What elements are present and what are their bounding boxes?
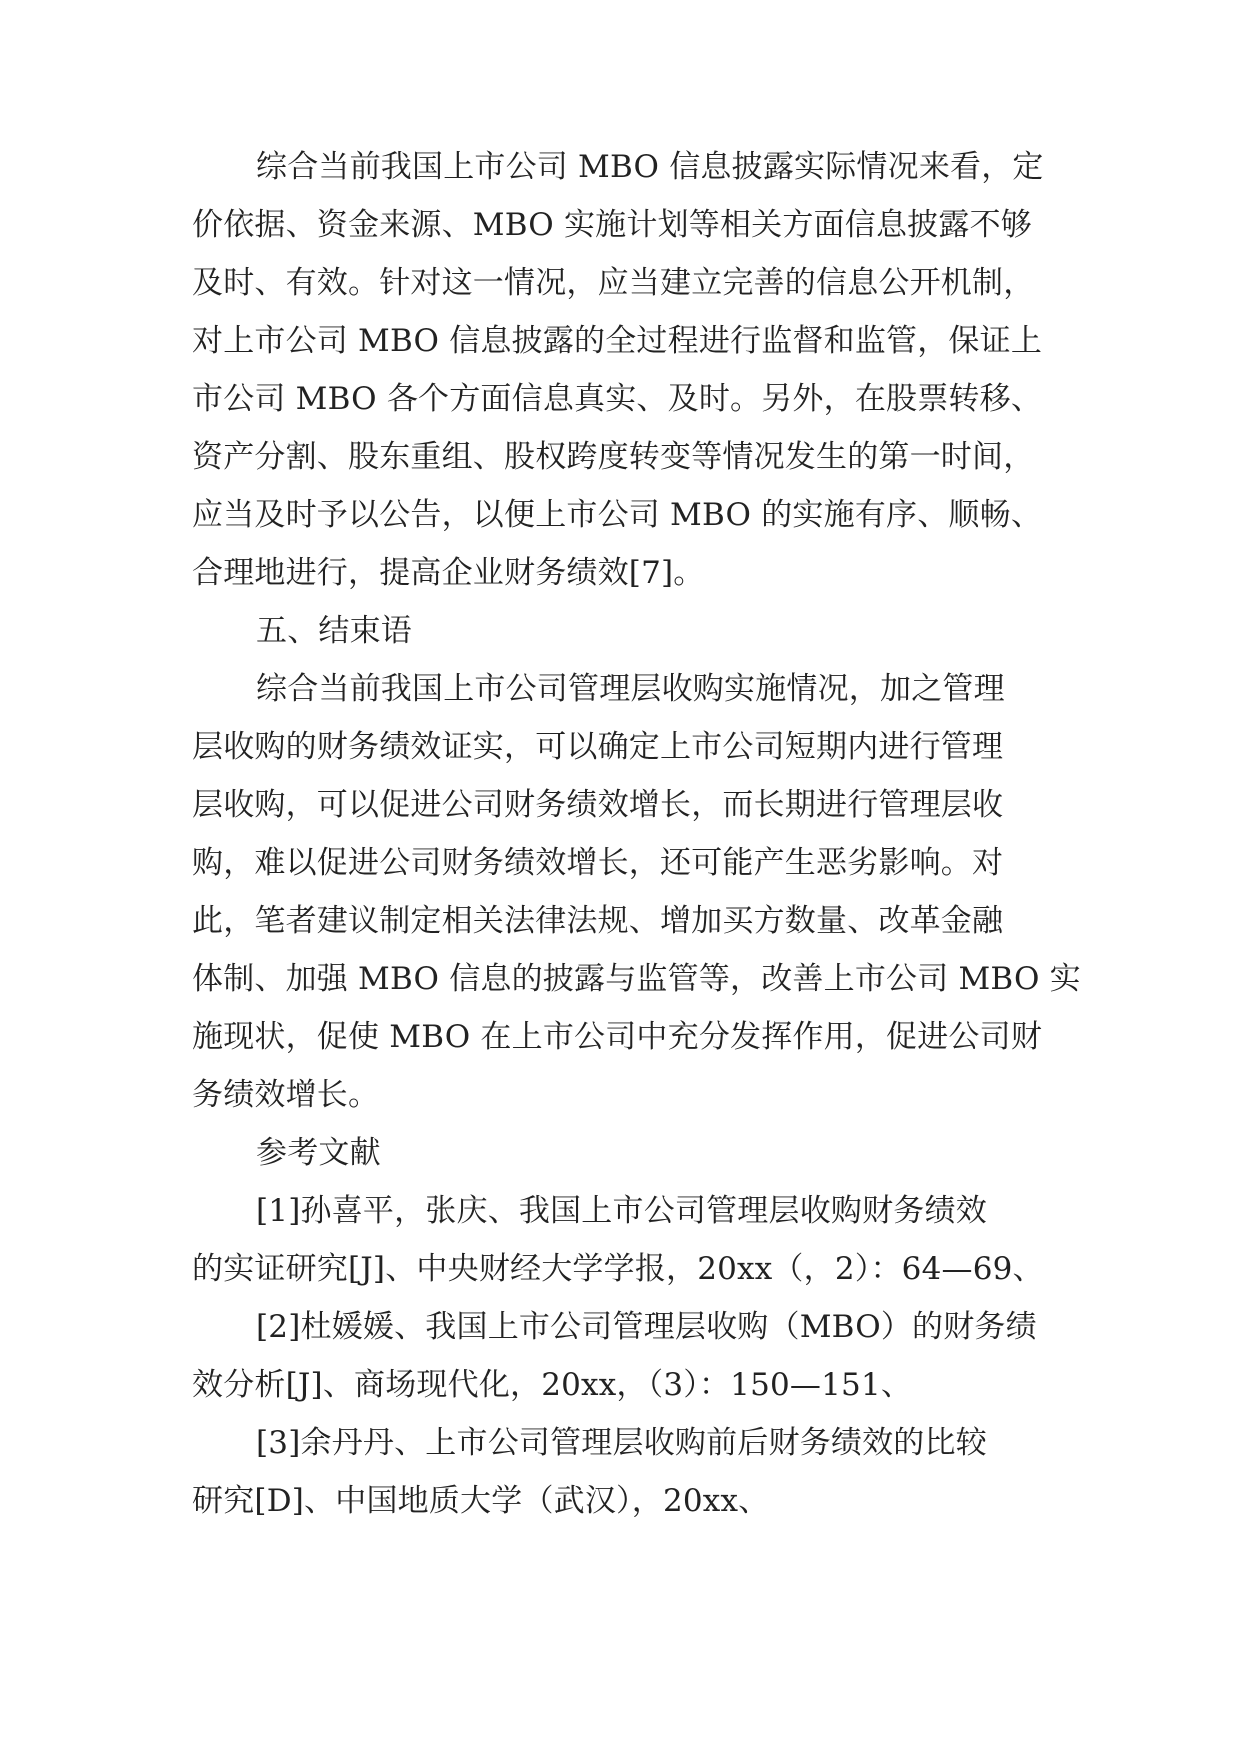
paragraph-conclusion-line-4: 购，难以促进公司财务绩效增长，还可能产生恶劣影响。对 bbox=[192, 845, 1004, 881]
section-heading-conclusion: 五、结束语 bbox=[256, 613, 412, 649]
reference-3-line-1: [3]余丹丹、上市公司管理层收购前后财务绩效的比较 bbox=[256, 1425, 987, 1461]
paragraph-mbo-disclosure-line-6: 资产分割、股东重组、股权跨度转变等情况发生的第一时间， bbox=[192, 439, 1035, 475]
paragraph-mbo-disclosure-line-7: 应当及时予以公告，以便上市公司 MBO 的实施有序、顺畅、 bbox=[192, 497, 1043, 533]
paragraph-mbo-disclosure-line-1: 综合当前我国上市公司 MBO 信息披露实际情况来看，定 bbox=[256, 149, 1044, 185]
reference-1-line-2: 的实证研究[J]、中央财经大学学报，20xx（，2）：64—69、 bbox=[192, 1251, 1044, 1287]
reference-2-line-2: 效分析[J]、商场现代化，20xx，（3）：150—151、 bbox=[192, 1367, 913, 1403]
reference-3-line-2: 研究[D]、中国地质大学（武汉），20xx、 bbox=[192, 1483, 770, 1519]
paragraph-conclusion-line-2: 层收购的财务绩效证实，可以确定上市公司短期内进行管理 bbox=[192, 729, 1004, 765]
references-heading: 参考文献 bbox=[256, 1135, 381, 1171]
paragraph-conclusion-line-3: 层收购，可以促进公司财务绩效增长，而长期进行管理层收 bbox=[192, 787, 1004, 823]
reference-2-line-1: [2]杜媛媛、我国上市公司管理层收购（MBO）的财务绩 bbox=[256, 1309, 1037, 1345]
paragraph-conclusion-line-5: 此，笔者建议制定相关法律法规、增加买方数量、改革金融 bbox=[192, 903, 1004, 939]
paragraph-conclusion-line-6: 体制、加强 MBO 信息的披露与监管等，改善上市公司 MBO 实 bbox=[192, 961, 1081, 997]
paragraph-conclusion-line-8: 务绩效增长。 bbox=[192, 1077, 380, 1113]
reference-1-line-1: [1]孙喜平，张庆、我国上市公司管理层收购财务绩效 bbox=[256, 1193, 987, 1229]
paragraph-conclusion-line-7: 施现状，促使 MBO 在上市公司中充分发挥作用，促进公司财 bbox=[192, 1019, 1043, 1055]
paragraph-conclusion-line-1: 综合当前我国上市公司管理层收购实施情况，加之管理 bbox=[256, 671, 1005, 707]
paragraph-mbo-disclosure-line-8: 合理地进行，提高企业财务绩效[7]。 bbox=[192, 555, 705, 591]
paragraph-mbo-disclosure-line-2: 价依据、资金来源、MBO 实施计划等相关方面信息披露不够 bbox=[192, 207, 1032, 243]
paragraph-mbo-disclosure-line-5: 市公司 MBO 各个方面信息真实、及时。另外，在股票转移、 bbox=[192, 381, 1043, 417]
paragraph-mbo-disclosure-line-3: 及时、有效。针对这一情况，应当建立完善的信息公开机制， bbox=[192, 265, 1035, 301]
paragraph-mbo-disclosure-line-4: 对上市公司 MBO 信息披露的全过程进行监督和监管，保证上 bbox=[192, 323, 1043, 359]
